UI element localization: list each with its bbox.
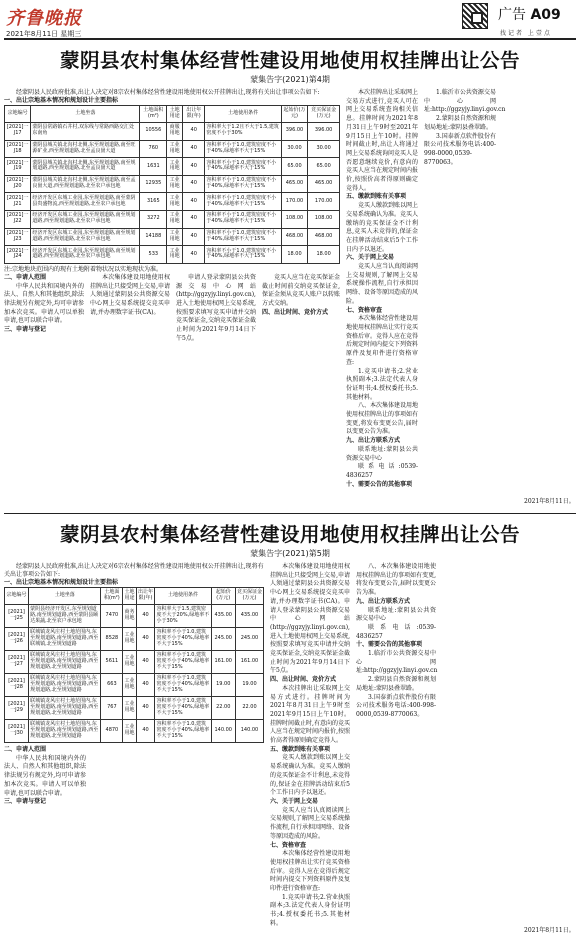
section-paragraph: 本次挂牌出让采取网上交易方式进行。挂牌时间为2021年8月31日上午9时至2021年9月15日上午10时。挂牌时间截止时,有意向的竞买人应当在规定时间内报价,按照价高者得原则确定竞得人。 [270,684,350,745]
section-heading: 四、出让时间、竞价方式 [262,308,329,316]
text-column [502,89,576,494]
table-cell: 396.00 [308,123,340,141]
table-cell: 经济开发区东城工业园,东至规划道路,南至蒙阴县贵盛物流,西至规划道路,北至农户承包地 [31,193,140,211]
table-cell: 经济开发区东城工业园,东至规划道路,南至规划道路,西至规划道路,北至农户承包地 [31,228,140,246]
section-heading: 二、申请人范围 [4,746,47,753]
table-cell: 65.00 [281,158,307,176]
table-cell: 30.00 [281,140,307,158]
table-cell: 3272 [140,210,167,228]
table-cell: 工业用地 [123,674,136,697]
table-cell: 容积率不小于1.0,建筑密度不小于40%,绿地率不大于15% [155,651,211,674]
table-cell: 245.00 [211,628,235,651]
announcement-2 [4,522,576,934]
table-cell: 40 [136,674,155,697]
table-cell: 容积率不小于1.0,建筑密度不小于40%,绿地率不大于15% [205,140,281,158]
section-divider [4,513,576,514]
table-cell: 1631 [140,158,167,176]
table-cell: 533 [140,246,167,264]
table-row [5,228,340,246]
table-title: 一、出让宗地基本情况和规划设计主要指标 [4,579,119,586]
masthead-motto: 找记者 上壹点 [500,30,552,37]
table-cell: 工业用地 [123,720,136,743]
text-column [92,746,174,846]
section-paragraph: 联系电话:0539-4836257 [356,623,436,640]
table-cell: 联城镇龙风庄村土地范围内,东至规划道路,南至规划道路,西至规划道路,北至规划道路 [29,697,101,720]
text-column [346,89,418,507]
table-cell: 468.00 [308,228,340,246]
announcement-1 [4,48,576,508]
table-cell: 商务用地 [123,605,136,628]
table-cell: 容积率大于1.2且不大于1.5,建筑密度不小于30% [205,123,281,141]
table-cell: 170.00 [308,193,340,211]
table-cell: [2021]一J24 [5,246,31,264]
table-cell: 蒙阴县城关镇北沟村北侧,东至规划道路,南至孟良崮大道,西至规划道路,北至农户承包地 [31,175,140,193]
announcement-title: 蒙阴县农村集体经营性建设用地使用权挂牌出让公告 [59,49,520,72]
announcement-date: 2021年8月11日。 [524,498,575,505]
section-heading: 三、申请与登记 [4,798,47,806]
table-cell: 工业用地 [167,210,183,228]
text-column [180,746,264,846]
table-cell: [2021]一J20 [5,175,31,193]
table-cell: 容积率不小于1.0,建筑密度不小于40%,绿地率不大于15% [155,674,211,697]
section-heading: 二、申请人范围 [4,273,47,281]
section-paragraph: 联系电话:0539-4836257 [346,463,418,479]
table-cell: [2021]一J22 [5,210,31,228]
section-heading: 十、需要公告的其他事项 [356,641,423,649]
table-header-cell: 土地坐落 [31,106,140,123]
table-cell: 40 [183,175,205,193]
table-cell: [2021]一J19 [5,158,31,176]
table-cell: 12935 [140,175,167,193]
table-cell: 工业用地 [123,628,136,651]
table-cell: 40 [136,628,155,651]
table-cell: 联城镇龙风庄村土地范围内,东至规划道路,南至规划道路,西至联城镇,北至规划道路 [29,628,101,651]
table-cell: 108.00 [308,210,340,228]
section-heading: 六、关于网上交易 [346,254,395,262]
section-paragraph: 中华人民共和国境内外的法人、自然人和其他组织,除法律法规另有规定外,均可申请参加本次竞买。申请人可以单独申请,也可以联合申请。 [4,754,86,797]
section-paragraph: 本次挂牌出让采取网上交易方式进行,竞买人可在网上交易系统查询相关信息。挂牌时间为2021年8月31日上午9时至2021年9月15日上午10时。挂牌时间截止时,出让人将通过网上交易系统询问竞买人是否愿意继续竞价,有意向的竞买人应当在规定时间内报价,按照价高者得原则确定竞得人。 [346,89,419,192]
table-cell: 435.00 [235,605,263,628]
table-cell: [2021]一J21 [5,193,31,211]
table-cell: [2021]一J28 [5,674,29,697]
table-cell: 245.00 [235,628,263,651]
table-cell: 容积率不小于1.0,建筑密度不小于40%,绿地率不大于15% [205,158,281,176]
table-row [5,697,264,720]
table-header-cell: 土地用途 [167,106,183,123]
table-cell: 蒙阴县常路镇石井村,双东线与常路西路交汇处东南角 [31,123,140,141]
table-cell: [2021]一J30 [5,720,29,743]
table-cell: 工业用地 [167,140,183,158]
table-row [5,651,264,674]
table-cell: [2021]一J29 [5,697,29,720]
section-paragraph: 八、本次集体建设用地使用权挂牌出让的事项如有变更,将发布变更公告,届时以变更公告为准。 [356,563,436,597]
section-label: 广告 [498,7,526,23]
table-cell: [2021]一J27 [5,651,29,674]
table-cell: 10556 [140,123,167,141]
table-cell: 760 [140,140,167,158]
section-heading: 五、缴款到账有关事项 [346,193,407,201]
section-paragraph: 申请人登录蒙阴县公共资源交易中心网站(http://ggzyjy.linyi.gov.cn),进入土地使用权网上交易系统,按照要求填写竞买申请并交纳竞买保证金,交纳竞买保证金截止时间为2021年9月14日下午5点。 [176,273,256,342]
page-number: A09 [530,7,561,23]
text-column [176,274,256,366]
table-header-cell: 土地使用条件 [155,588,211,605]
table-cell: [2021]一J25 [5,605,29,628]
table-cell: 工业用地 [167,228,183,246]
table-cell: 工业用地 [123,651,136,674]
table-header-cell: 宗地编号 [5,588,29,605]
left-subcolumns [4,746,264,846]
section-paragraph: 1.临沂市公共资源交易中心网址:http://ggzyjy.linyi.gov.cn [356,650,438,675]
page-section [498,4,561,24]
section-heading: 十、需要公告的其他事项 [346,480,413,488]
table-cell: 65.00 [308,158,340,176]
table-cell: 联城镇龙风庄村土地范围内,东至规划道路,南至规划道路,西至规划道路,北至规划道路 [29,674,101,697]
table-cell: 容积率不小于1.0,建筑密度不小于40%,绿地率不大于15% [205,210,281,228]
table-cell: 容积率不小于1.0,建筑密度不小于40%,绿地率不大于15% [205,193,281,211]
table-header-cell: 土地坐落 [29,588,101,605]
table-cell: 140.00 [211,720,235,743]
table-cell: 40 [183,193,205,211]
table-cell: 容积率不小于1.0,建筑密度不小于40%,绿地率不大于15% [155,697,211,720]
table-cell: 联城镇龙风庄村土地范围内,东至规划道路,南至规划道路,西至规划道路,北至规划道路 [29,720,101,743]
table-header-cell: 土地使用条件 [205,106,281,123]
parcel-table [4,587,264,743]
announcement-intro: 经蒙阴县人民政府批准,出让人决定对8宗农村集体经营性建设用地使用权公开挂牌出让,现将有关出让事项公告如下: [16,89,320,96]
newspaper-logo: 齐鲁晚报 [6,8,82,29]
table-cell: 工业用地 [167,246,183,264]
table-header-cell: 竞买保证金(万元) [308,106,340,123]
section-heading: 五、缴款到账有关事项 [270,745,331,753]
table-cell: [2021]一J18 [5,140,31,158]
section-paragraph: 本次集体经营性建设用地使用权挂牌出让实行竞买资格后审。竞得人应在竞得后规定时间内提交下列资料原件及复印件进行资格审查: [270,850,350,893]
table-cell: 40 [183,140,205,158]
text-column [270,563,350,933]
text-column [4,746,86,846]
table-cell: 经济开发区东城工业园,东至规划道路,南至规划道路,西至规划道路,北至农户承包地 [31,246,140,264]
section-heading: 六、关于网上交易 [270,797,319,805]
text-column [442,563,576,923]
table-title: 一、出让宗地基本情况和规划设计主要指标 [4,97,119,104]
masthead-rule [4,38,576,40]
announcement-date: 2021年8月11日。 [524,927,575,934]
section-paragraph: 3.国泰新点软件股份有限公司技术服务电话:400-998-0000,0539-8770063。 [424,132,496,166]
table-cell: 108.00 [281,210,307,228]
table-cell: 4870 [101,720,123,743]
section-paragraph: 2.蒙阴县自然资源和规划局地址:蒙阴县叠翠路。 [424,115,496,131]
table-cell: 40 [136,720,155,743]
table-cell: 435.00 [211,605,235,628]
table-cell: 工业用地 [167,175,183,193]
announcement-intro: 经蒙阴县人民政府批准,出让人决定对6宗农村集体经营性建设用地使用权公开挂牌出让,现将有关出让事项公告如下: [4,563,264,578]
table-cell: 19.00 [211,674,235,697]
table-cell: 蒙阴县城关镇北沟村北侧,东至规划道路,南至旺源矿业,西至规划道路,北至孟良崮大道 [31,140,140,158]
section-heading: 七、资格审查 [346,306,383,314]
table-header-cell: 起始价(万元) [211,588,235,605]
table-cell: 40 [183,210,205,228]
section-paragraph: 1.临沂市公共资源交易中心网址:http://ggzyjy.linyi.gov.cn [424,89,506,114]
table-cell: 465.00 [281,175,307,193]
section-paragraph: 竞买人应当在竞买保证金截止时间前交纳竞买保证金,保证金须从竞买人账户以转账方式交纳。 [262,273,341,308]
dateline: 2021年8月11日 星期三 [6,30,82,38]
table-row [5,605,264,628]
table-cell: 22.00 [235,697,263,720]
table-cell: 19.00 [235,674,263,697]
section-paragraph: 八、本次集体建设用地使用权挂牌出让的事项如有变更,将发布变更公告,届时以变更公告为准。 [346,402,419,436]
section-paragraph: 3.国泰新点软件股份有限公司技术服务电话:400-998-0000,0539-8770063。 [356,693,436,718]
table-cell: 767 [101,697,123,720]
table-cell: 8528 [101,628,123,651]
table-cell: [2021]一J26 [5,628,29,651]
table-cell: 3165 [140,193,167,211]
table-cell: 465.00 [308,175,340,193]
table-row [5,175,340,193]
table-cell: 30.00 [308,140,340,158]
table-cell: 容积率不小于1.0,建筑密度不小于40%,绿地率不大于15% [155,628,211,651]
table-cell: 40 [136,605,155,628]
table-cell: 14188 [140,228,167,246]
section-paragraph: 中华人民共和国境内外的法人、自然人和其他组织,除法律法规另有规定外,均可申请参加本次竞买。申请人可以单独申请,也可以联合申请。 [4,282,84,325]
table-header-cell: 土地面积(m²) [140,106,167,123]
section-heading: 九、出让方联系方式 [346,437,401,445]
section-paragraph: 1.竞买申请书;2.营业执照副本;3.法定代表人身份证明书;4.授权委托书;5.其他材料。 [270,893,350,927]
masthead [0,0,580,40]
table-cell: 396.00 [281,123,307,141]
table-cell: 工业用地 [123,697,136,720]
table-row [5,246,340,264]
section-paragraph: 本次集体经营性建设用地使用权挂牌出让实行竞买资格后审。竞得人应在竞得后规定时间内提交下列资料原件及复印件进行资格审查: [346,315,419,366]
table-cell: 663 [101,674,123,697]
table-cell: 161.00 [235,651,263,674]
table-cell: 40 [183,246,205,264]
table-cell: 40 [183,228,205,246]
text-column [356,563,436,933]
table-row [5,720,264,743]
table-cell: 18.00 [308,246,340,264]
table-header-cell: 土地面积(m²) [101,588,123,605]
section-heading: 四、出让时间、竞价方式 [270,676,337,684]
table-cell: 161.00 [211,651,235,674]
table-cell: 5611 [101,651,123,674]
table-cell: 468.00 [281,228,307,246]
table-cell: 蒙阴县经济开发区,东至规划道路,南至规划道路,西至蒙阴县颐达果蔬,北至农户承包地 [29,605,101,628]
section-paragraph: 本次集体建设用地使用权挂牌出让只接受网上交易,申请人须通过蒙阴县公共资源交易中心网上交易系统提交竞买申请,并办理数字证书(CA)。申请人登录蒙阴县公共资源交易中心网站(http://ggzyjy.linyi.gov.cn),进入土地使用权网上交易系统,按照要求填写竞买申请并交纳竞买保证金,交纳竞买保证金截止时间为2021年9月14日下午5点。 [270,563,350,675]
table-header-cell: 出让年限(年) [136,588,155,605]
table-cell: 40 [136,697,155,720]
table-row [5,193,340,211]
table-header-cell: 竞买保证金(万元) [235,588,263,605]
table-row [5,674,264,697]
section-paragraph: 竞买人缴款到账以网上交易系统确认为准。竞买人缴纳的竞买保证金不计利息,竞买人未竞得的,保证金在挂牌活动结束后5个工作日内予以退还。 [346,202,419,253]
section-paragraph: 联系地址:蒙阴县公共资源交易中心 [346,445,418,462]
text-column [424,89,506,507]
table-cell: 40 [183,123,205,141]
text-column [4,274,84,366]
table-cell: 140.00 [235,720,263,743]
table-cell: [2021]一J23 [5,228,31,246]
table-cell: 容积率不小于1.0,建筑密度不小于40%,绿地率不大于15% [155,720,211,743]
table-cell: 联城镇龙风庄村土地范围内,东至规划道路,南至规划道路,西至规划道路,北至规划道路 [29,651,101,674]
table-row [5,158,340,176]
table-cell: 22.00 [211,697,235,720]
announcement-title: 蒙阴县农村集体经营性建设用地使用权挂牌出让公告 [59,523,520,546]
table-cell: 7470 [101,605,123,628]
table-cell: 工业用地 [167,158,183,176]
table-cell: 容积率不小于1.0,建筑密度不小于40%,绿地率不大于15% [205,228,281,246]
table-row [5,210,340,228]
parcel-table [4,105,340,264]
section-heading: 三、申请与登记 [4,326,47,334]
table-cell: 18.00 [281,246,307,264]
announcement-left-column [4,563,264,846]
table-header-cell: 土地用途 [123,588,136,605]
section-paragraph: 2.蒙阴县自然资源和规划局地址:蒙阴县叠翠路。 [356,676,436,692]
section-heading: 七、资格审查 [270,841,307,849]
section-paragraph: 竞买人缴款到账以网上交易系统确认为准。竞买人缴纳的竞买保证金不计利息,未竞得的,保证金在挂牌活动结束后5个工作日内予以退还。 [270,754,350,797]
section-paragraph: 竞买人应当认真阅读网上交易规则,了解网上交易系统操作流程,自行承担因网络、设备等原因造成的风险。 [346,263,419,305]
qr-code-icon [462,3,488,29]
table-cell: 容积率不小于1.0,建筑密度不小于40%,绿地率不大于15% [205,246,281,264]
table-header-cell: 宗地编号 [5,106,31,123]
table-cell: 40 [136,651,155,674]
section-paragraph: 联系地址:蒙阴县公共资源交易中心 [356,606,436,623]
table-cell: 40 [183,158,205,176]
table-cell: 工业用地 [167,193,183,211]
table-note: 注:宗地地块范围内的现有土地附着物状况以实地现状为准。 [4,265,163,273]
section-paragraph: 本次集体建设用地使用权挂牌出让只接受网上交易,申请人须通过蒙阴县公共资源交易中心网上交易系统提交竞买申请,并办理数字证书(CA)。 [90,273,170,316]
table-cell: 经济开发区东城工业园,东至规划道路,南至规划道路,西至规划道路,北至农户承包地 [31,210,140,228]
table-row [5,628,264,651]
table-row [5,140,340,158]
section-paragraph: 1.竞买申请书;2.营业执照副本;3.法定代表人身份证明书;4.授权委托书;5.其他材料。 [346,367,418,401]
table-cell: 容积率大于1.5,建筑密度不大于20%,绿地率不小于30% [155,605,211,628]
announcement-number: 蒙集告字(2021)第5期 [250,549,330,558]
table-cell: 170.00 [281,193,307,211]
table-cell: [2021]一J17 [5,123,31,141]
announcement-number: 蒙集告字(2021)第4期 [250,75,330,84]
text-column [90,274,170,366]
table-row [5,123,340,141]
left-subcolumns [4,274,340,366]
section-heading: 九、出让方联系方式 [356,597,411,605]
table-cell: 容积率不小于1.0,建筑密度不小于40%,绿地率不大于15% [205,175,281,193]
table-header-cell: 出让年限(年) [183,106,205,123]
announcement-left-column [4,89,340,366]
table-header-cell: 起始价(万元) [281,106,307,123]
table-cell: 蒙阴县城关镇北沟村北侧,东至规划道路,南至规划道路,西至规划道路,北至孟良崮大道 [31,158,140,176]
table-cell: 商服用地 [167,123,183,141]
section-paragraph: 竞买人应当认真阅读网上交易规则,了解网上交易系统操作流程,自行承担因网络、设备等原因造成的风险。 [270,806,350,840]
text-column [262,274,340,366]
